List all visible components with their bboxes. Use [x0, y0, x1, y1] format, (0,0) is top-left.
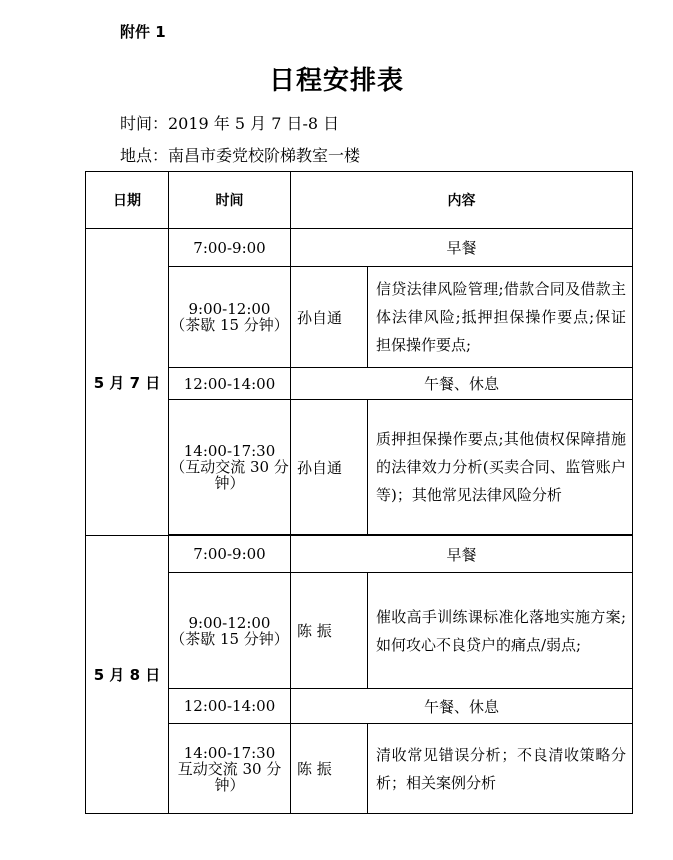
header-time: 时间: [169, 172, 291, 229]
table-row: [86, 573, 633, 689]
day2-morning-content: 催收高手训练课标准化落地实施方案;如何攻心不良贷户的痛点/弱点;: [368, 573, 633, 689]
table-row: [86, 400, 633, 535]
table-row: [86, 267, 633, 368]
table-row: [86, 229, 633, 267]
time-line: 时间：2019 年 5 月 7 日-8 日: [120, 114, 340, 133]
day2-afternoon-speaker: 陈 振: [291, 724, 368, 814]
schedule-table: [85, 171, 633, 814]
day1-morning-time: 9:00-12:00 （茶歇 15 分钟）: [169, 267, 291, 368]
day2-morning-speaker: 陈 振: [291, 573, 368, 689]
page-title: 日程安排表: [268, 66, 404, 96]
day2-afternoon-content: 清收常见错误分析；不良清收策略分析；相关案例分析: [368, 724, 633, 814]
header-content: 内容: [291, 172, 633, 229]
day2-afternoon-time: 14:00-17:30 互动交流 30 分钟）: [169, 724, 291, 814]
day1-afternoon-content: 质押担保操作要点;其他债权保障措施的法律效力分析(买卖合同、监管账户等)；其他常见法律风险分析: [368, 400, 633, 535]
day1-date: 5 月 7 日: [86, 229, 169, 536]
attachment-label: 附件 1: [120, 23, 166, 41]
day1-morning-content: 信贷法律风险管理;借款合同及借款主体法律风险;抵押担保操作要点;保证担保操作要点;: [368, 267, 633, 368]
day2-breakfast-time: 7:00-9:00: [169, 536, 291, 573]
day1-afternoon-time: 14:00-17:30 （互动交流 30 分钟）: [169, 400, 291, 535]
day2-lunch-time: 12:00-14:00: [169, 689, 291, 724]
table-row: [86, 724, 633, 814]
table-row: [86, 536, 633, 573]
header-date: 日期: [86, 172, 169, 229]
day2-morning-time: 9:00-12:00 （茶歇 15 分钟）: [169, 573, 291, 689]
table-row: [86, 689, 633, 724]
day1-breakfast: 早餐: [291, 229, 633, 267]
day2-breakfast: 早餐: [291, 536, 633, 573]
table-row: [86, 368, 633, 400]
day2-date: 5 月 8 日: [86, 536, 169, 814]
day1-lunch: 午餐、休息: [291, 368, 633, 400]
day1-breakfast-time: 7:00-9:00: [169, 229, 291, 267]
day1-lunch-time: 12:00-14:00: [169, 368, 291, 400]
header-row: [86, 172, 633, 229]
place-line: 地点：南昌市委党校阶梯教室一楼: [120, 146, 361, 165]
day1-afternoon-speaker: 孙自通: [291, 400, 368, 535]
day2-lunch: 午餐、休息: [291, 689, 633, 724]
day1-morning-speaker: 孙自通: [291, 267, 368, 368]
